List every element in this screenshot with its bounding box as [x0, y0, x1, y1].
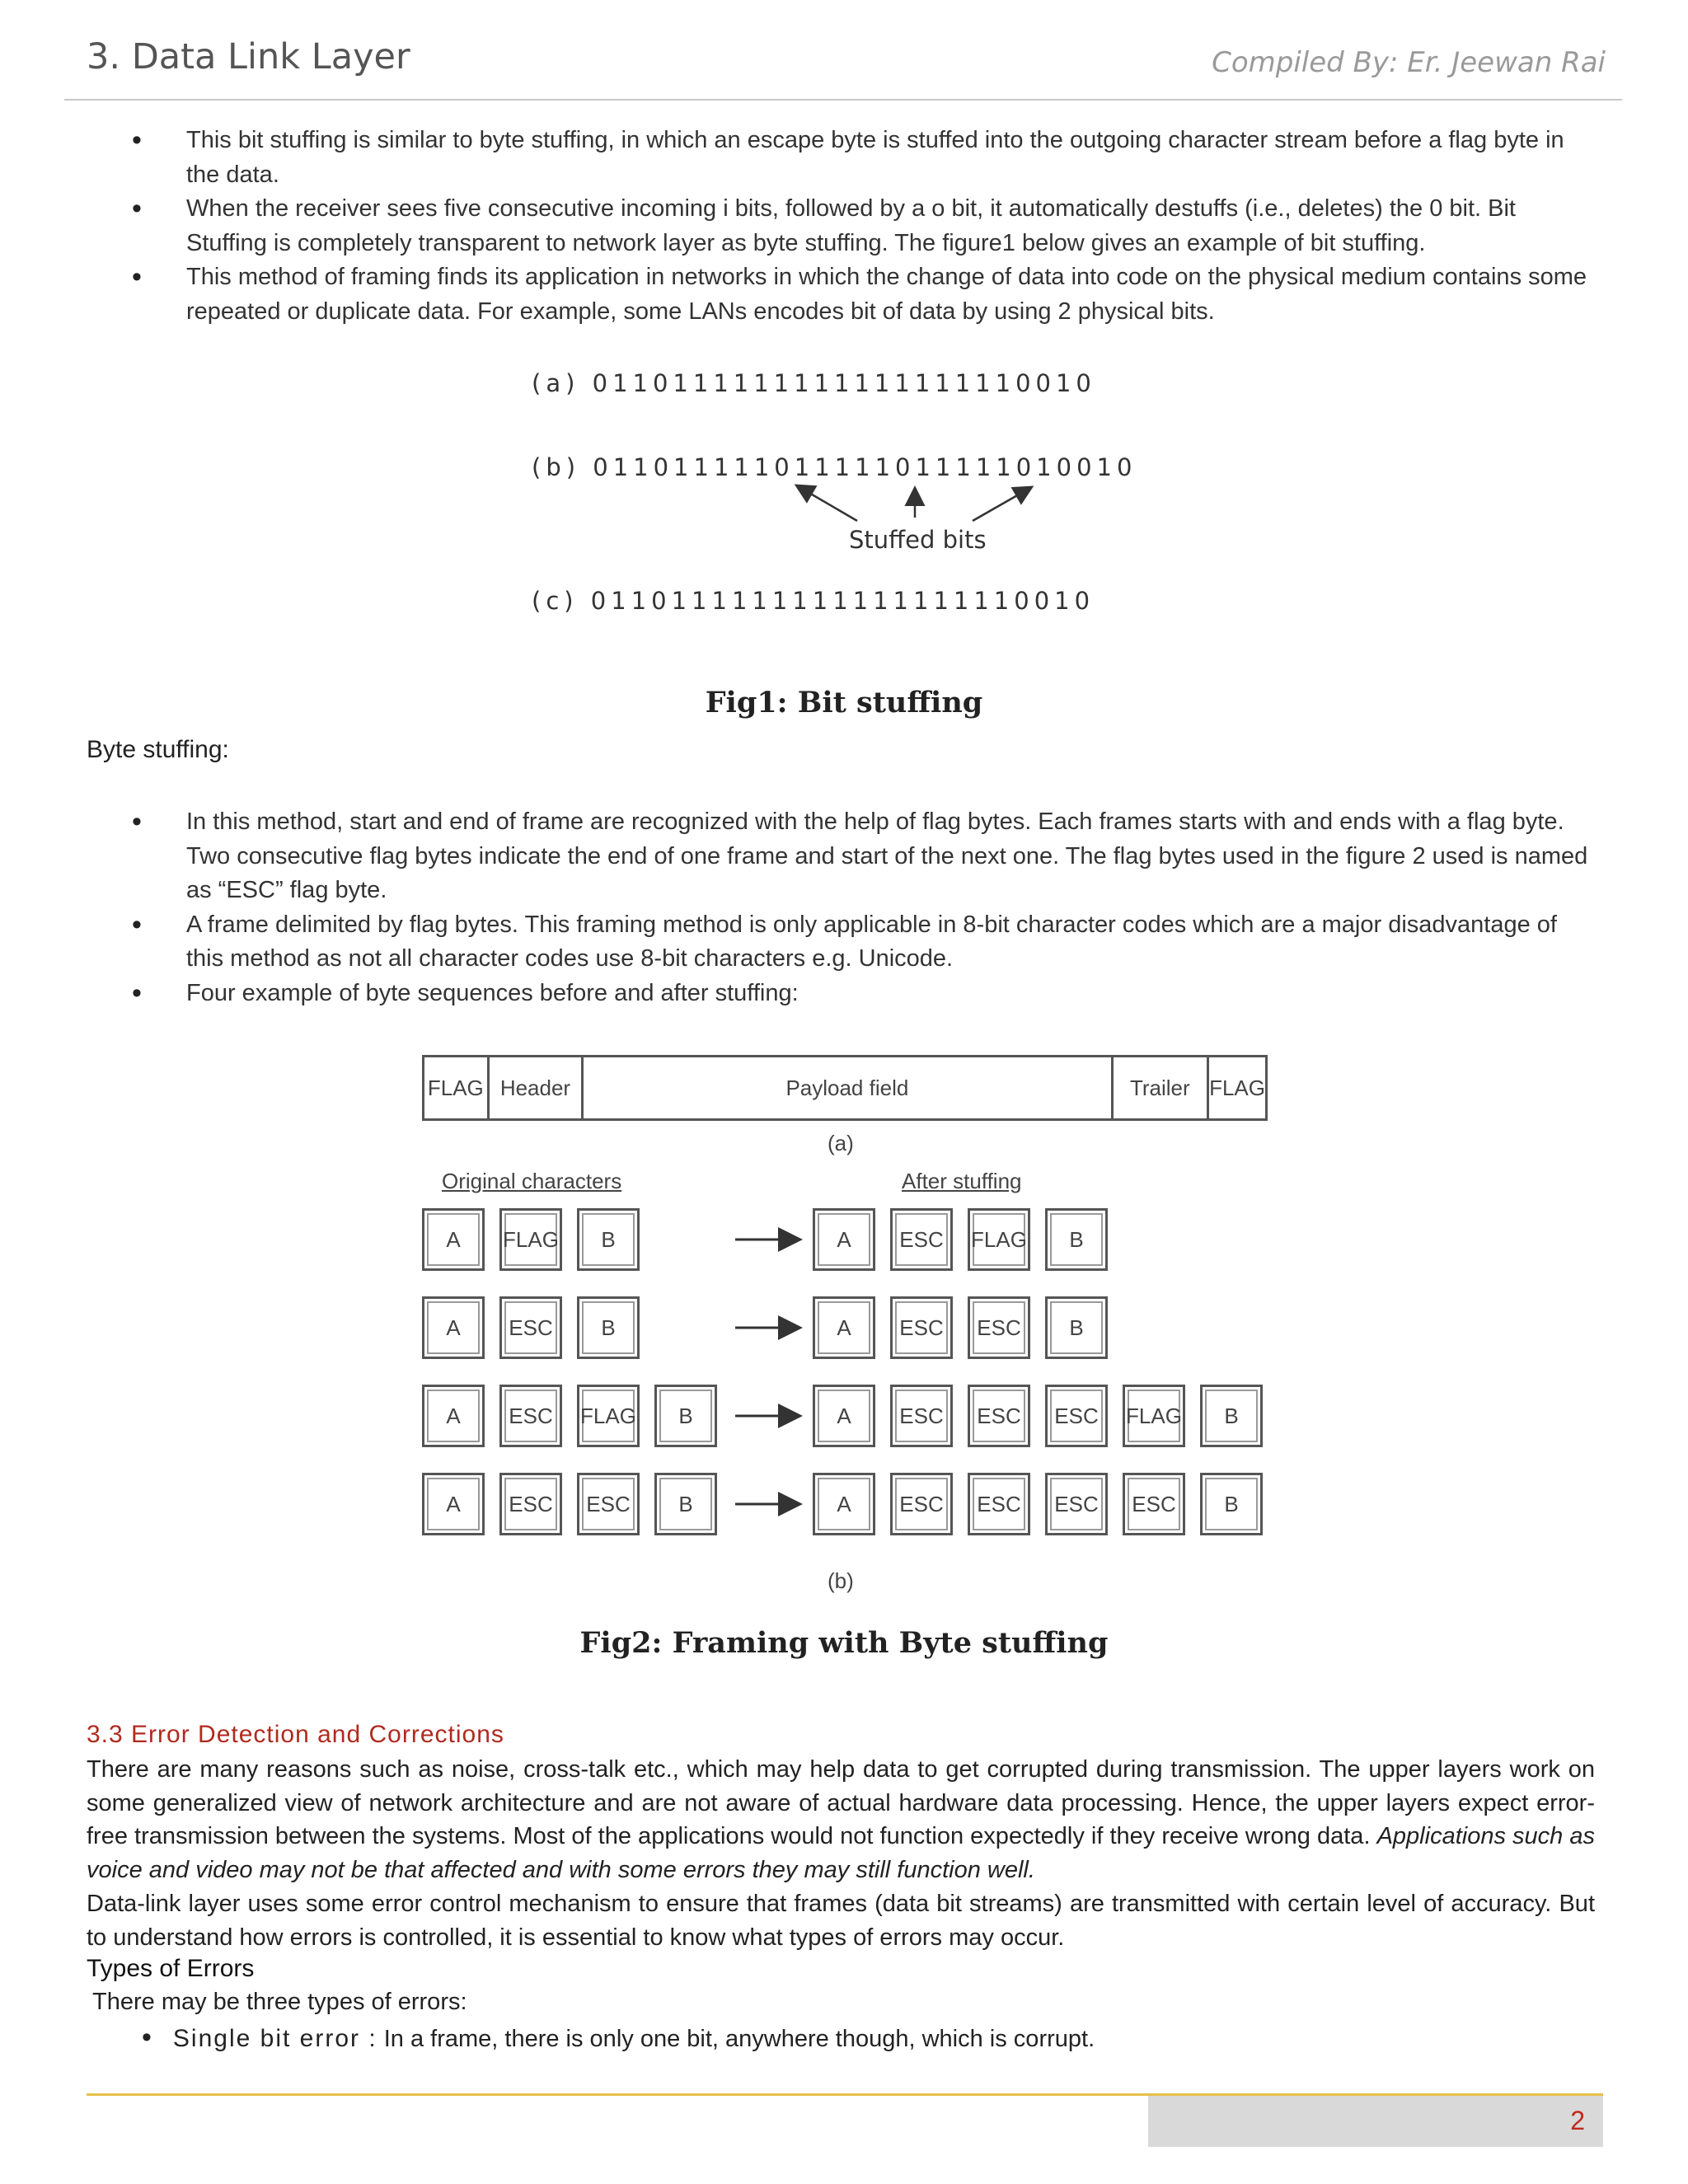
stuffed-arrow-left — [798, 486, 857, 521]
fig2-label-b: (b) — [828, 1568, 854, 1593]
after-stuffing-label: After stuffing — [902, 1169, 1022, 1193]
types-of-errors-heading: Types of Errors — [87, 1955, 255, 1982]
chapter-title: 3. Data Link Layer — [87, 36, 410, 77]
error-control-paragraph: Data-link layer uses some error control mechanism to ensure that frames (data bit streams) are transmitted with certain level of accuracy. But to understand how errors is controlled, it is essential to know what types of errors may occur. — [87, 1891, 1595, 1951]
stuffed-char-cell: A — [813, 1208, 875, 1271]
stuffed-char-cell: ESC — [890, 1385, 953, 1447]
stuffed-char-cell: ESC — [1045, 1385, 1108, 1447]
page-number: 2 — [1570, 2106, 1585, 2135]
stuffed-char-cell: B — [1200, 1473, 1263, 1535]
original-char-cell: ESC — [577, 1473, 640, 1535]
stuffed-char-cell: ESC — [890, 1296, 953, 1359]
list-item: • A frame delimited by flag bytes. This framing method is only applicable in 8-bit character codes which are a major disadvantage of this method as not all character codes use 8-bit characters e.g. Unicode. — [132, 908, 1599, 977]
stuffed-bits-label: Stuffed bits — [849, 526, 987, 554]
stuffed-char-cell: ESC — [968, 1385, 1030, 1447]
frame-field-flag-start: FLAG — [424, 1057, 490, 1118]
frame-structure — [422, 1055, 1268, 1121]
original-char-cell: ESC — [499, 1385, 562, 1447]
types-of-errors-intro: There may be three types of errors: — [92, 1989, 467, 2015]
stuffed-char-cell: B — [1045, 1208, 1108, 1271]
fig1-line-b: (b) 011011111011111011111010010 — [532, 453, 1137, 481]
error-intro-text: There are many reasons such as noise, cross-talk etc., which may help data to get corrupted during transmission. The upper layers work on some generalized view of network architecture and are not aware of actual hardware data processing. Hence, the upper layers expect error-free transmission between the systems. Most of the applications would not function expectedly if they receive wrong data. — [87, 1756, 1595, 1849]
stuffed-char-cell: A — [813, 1296, 875, 1359]
original-char-cell: ESC — [499, 1473, 562, 1535]
section-heading: 3.3 Error Detection and Corrections — [87, 1721, 504, 1748]
stuffed-char-cell: B — [1200, 1385, 1263, 1447]
original-char-cell: A — [422, 1385, 485, 1447]
fig2-caption: Fig2: Framing with Byte stuffing — [579, 1626, 1109, 1660]
author-credit: Compiled By: Er. Jeewan Rai — [1212, 46, 1606, 79]
list-item: • In this method, start and end of frame are recognized with the help of flag bytes. Each frames starts with and ends with a flag byte. Two consecutive flag bytes indicate the end of one frame and start of the next one. The flag bytes used in the figure 2 used is named as “ESC” flag byte. — [132, 805, 1599, 908]
stuffed-arrow-right — [973, 488, 1030, 521]
original-char-cell: A — [422, 1208, 485, 1271]
list-item: • When the receiver sees five consecutive incoming i bits, followed by a o bit, it automatically destuffs (i.e., deletes) the 0 bit. Bit Stuffing is completely transparent to network layer as byte stuffing. The figure1 below gives an example of bit stuffing. — [132, 192, 1599, 260]
list-item: • Four example of byte sequences before and after stuffing: — [132, 977, 1599, 1011]
original-char-cell: B — [577, 1208, 640, 1271]
stuffed-char-cell: ESC — [1045, 1473, 1108, 1535]
fig1-caption: Fig1: Bit stuffing — [705, 686, 983, 719]
fig1-line-c: (c) 0110111111111111111110010 — [532, 587, 1095, 615]
frame-field-header: Header — [490, 1057, 584, 1118]
error-intro-italic: Applications such as voice and video may not be that affected and with some errors they may still function well. — [87, 1823, 1595, 1883]
stuffed-char-cell: ESC — [1123, 1473, 1185, 1535]
original-char-cell: B — [654, 1385, 717, 1447]
stuffed-char-cell: ESC — [968, 1296, 1030, 1359]
fig2-label-a: (a) — [828, 1131, 854, 1155]
stuffed-bits-arrows — [0, 0, 1688, 593]
frame-field-flag-end: FLAG — [1209, 1075, 1265, 1100]
original-char-cell: ESC — [499, 1296, 562, 1359]
list-item: • This bit stuffing is similar to byte stuffing, in which an escape byte is stuffed into the outgoing character stream before a flag byte in the data. — [132, 124, 1599, 192]
stuffed-char-cell: A — [813, 1385, 875, 1447]
single-bit-error-term: Single bit error : — [172, 2025, 377, 2052]
original-char-cell: FLAG — [499, 1208, 562, 1271]
original-char-cell: B — [577, 1296, 640, 1359]
frame-field-payload: Payload field — [584, 1057, 1113, 1118]
byte-stuffing-bullets — [132, 805, 1599, 1010]
stuffed-char-cell: FLAG — [1123, 1385, 1185, 1447]
frame-field-trailer: Trailer — [1114, 1057, 1210, 1118]
original-char-cell: FLAG — [577, 1385, 640, 1447]
stuffed-char-cell: A — [813, 1473, 875, 1535]
original-char-cell: A — [422, 1296, 485, 1359]
fig1-line-a: (a) 0110111111111111111110010 — [532, 369, 1096, 397]
single-bit-error-desc: In a frame, there is only one bit, anywhere though, which is corrupt. — [377, 2026, 1095, 2052]
byte-stuffing-label: Byte stuffing: — [87, 736, 229, 763]
bullet-icon: • — [142, 2022, 152, 2053]
footer-bar — [1148, 2096, 1603, 2147]
list-item — [142, 2022, 1095, 2054]
original-characters-label: Original characters — [442, 1169, 622, 1193]
stuffed-char-cell: ESC — [890, 1208, 953, 1271]
error-intro-paragraph — [87, 1753, 1595, 1886]
original-char-cell: A — [422, 1473, 485, 1535]
stuffed-char-cell: FLAG — [968, 1208, 1030, 1271]
list-item: • This method of framing finds its application in networks in which the change of data into code on the physical medium contains some repeated or duplicate data. For example, some LANs encodes bit of data by using 2 physical bits. — [132, 260, 1599, 329]
stuffed-char-cell: ESC — [890, 1473, 953, 1535]
stuffed-char-cell: B — [1045, 1296, 1108, 1359]
original-char-cell: B — [654, 1473, 717, 1535]
stuffed-char-cell: ESC — [968, 1473, 1030, 1535]
